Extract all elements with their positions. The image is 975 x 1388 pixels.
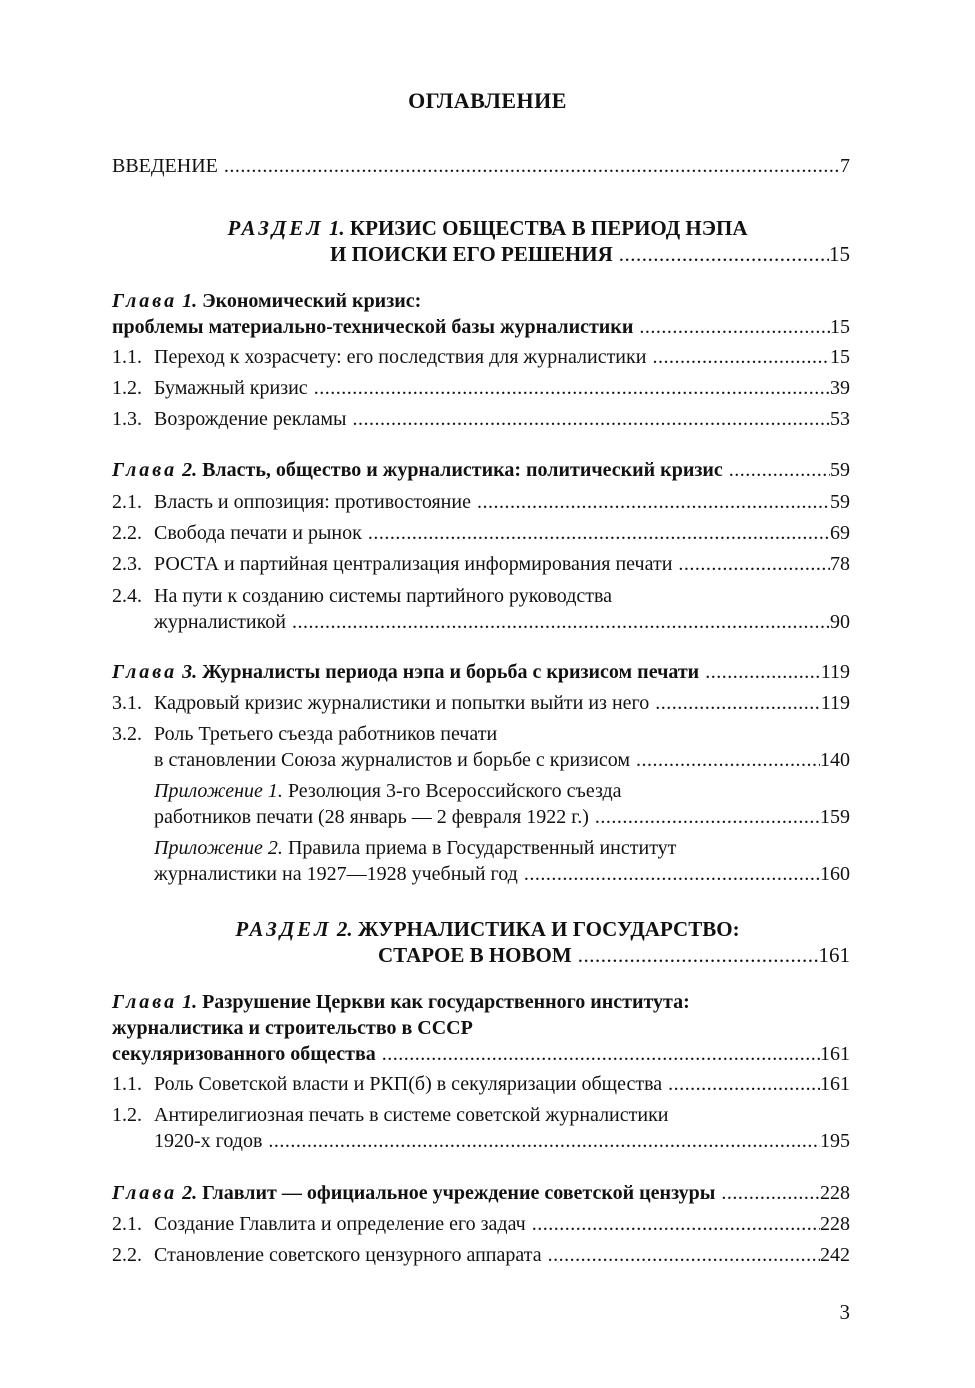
entry-title: Бумажный кризис (154, 377, 308, 399)
section-title-line1: ЖУРНАЛИСТИКА И ГОСУДАРСТВО: (357, 917, 740, 941)
entry-number: 2.1. (112, 1213, 142, 1235)
entry-number: 1.3. (112, 408, 142, 430)
entry-page: 160 (820, 863, 850, 885)
entry-page: 15 (830, 346, 850, 368)
entry-page: 161 (818, 943, 850, 967)
section-prefix: РАЗДЕЛ (235, 917, 332, 941)
section-1-heading[interactable] (0, 215, 975, 266)
entry-title-line1: Антирелигиозная печать в системе советской журналистики (154, 1104, 669, 1126)
entry-page: 242 (820, 1244, 850, 1266)
toc-entry-1-3[interactable] (112, 406, 850, 432)
toc-entry-3-2[interactable] (112, 721, 850, 773)
entry-title: Власть и оппозиция: противостояние (154, 491, 471, 513)
chapter-1-2-heading[interactable] (112, 457, 850, 483)
entry-title-line2: 1920-х годов (154, 1130, 263, 1152)
page-number: 3 (839, 1300, 850, 1324)
chapter-prefix: Глава (112, 459, 178, 481)
entry-page: 15 (829, 242, 850, 266)
entry-title-line2: журналистики на 1927—1928 учебный год (154, 863, 518, 885)
section-title-line2: СТАРОЕ В НОВОМ (378, 943, 572, 967)
toc-entry-2-2-1[interactable] (112, 1211, 850, 1237)
entry-title: ВВЕДЕНИЕ (112, 155, 218, 177)
leader-dots (314, 375, 830, 401)
chapter-number: 1. (182, 290, 198, 312)
entry-title-line1: Правила приема в Государственный институт (287, 837, 677, 859)
chapter-2-1-heading[interactable] (112, 989, 850, 1067)
entry-page: 53 (830, 408, 850, 430)
section-title-line1: КРИЗИС ОБЩЕСТВА В ПЕРИОД НЭПА (349, 216, 748, 240)
chapter-title-line1: Экономический кризис: (202, 290, 422, 312)
leader-dots (532, 1211, 820, 1237)
chapter-title: Журналисты периода нэпа и борьба с кризисом печати (202, 661, 700, 683)
entry-page: 119 (820, 692, 850, 714)
toc-entry-2-1[interactable] (112, 489, 850, 515)
toc-entry-2-1-2[interactable] (112, 1102, 850, 1154)
entry-number: 1.2. (112, 1104, 142, 1126)
chapter-number: 1. (182, 991, 198, 1013)
entry-number: 2.2. (112, 1244, 142, 1266)
section-prefix: РАЗДЕЛ (227, 216, 324, 240)
entry-number: 1.2. (112, 377, 142, 399)
chapter-prefix: Глава (112, 290, 178, 312)
chapter-1-3-heading[interactable] (112, 659, 850, 685)
leader-dots (652, 344, 830, 370)
leader-dots (729, 457, 830, 483)
leader-dots (578, 942, 819, 968)
entry-number: 2.2. (112, 522, 142, 544)
leader-dots (619, 241, 829, 267)
chapter-title: Власть, общество и журналистика: политический кризис (202, 459, 723, 481)
entry-title: Становление советского цензурного аппарата (154, 1244, 542, 1266)
chapter-number: 2. (182, 459, 198, 481)
leader-dots (524, 861, 820, 887)
entry-title-line2: журналистикой (154, 611, 286, 633)
leader-dots (721, 1180, 820, 1206)
chapter-1-1-heading[interactable] (112, 288, 850, 340)
toc-entry-2-2-2[interactable] (112, 1242, 850, 1268)
toc-intro[interactable] (112, 153, 850, 179)
leader-dots (292, 609, 830, 635)
leader-dots (595, 804, 820, 830)
entry-title-line1: На пути к созданию системы партийного руководства (154, 585, 613, 607)
entry-title: Возрождение рекламы (154, 408, 347, 430)
toc-entry-2-3[interactable] (112, 551, 850, 577)
chapter-title-line2: журналистика и строительство в СССР (112, 1017, 473, 1039)
leader-dots (655, 690, 821, 716)
entry-title-line2: в становлении Союза журналистов и борьбе с кризисом (154, 749, 630, 771)
entry-page: 140 (820, 749, 850, 771)
toc-entry-2-4[interactable] (112, 583, 850, 635)
entry-page: 195 (820, 1130, 850, 1152)
entry-number: 1.1. (112, 346, 142, 368)
toc-entry-2-1-1[interactable] (112, 1071, 850, 1097)
section-number: 2. (336, 917, 353, 941)
entry-page: 228 (820, 1213, 850, 1235)
entry-number: 2.1. (112, 491, 142, 513)
toc-appendix-1[interactable] (112, 778, 850, 830)
entry-title: РОСТА и партийная централизация информирования печати (154, 553, 673, 575)
toc-entry-1-2[interactable] (112, 375, 850, 401)
entry-number: 2.3. (112, 553, 142, 575)
section-title-line2: И ПОИСКИ ЕГО РЕШЕНИЯ (330, 242, 613, 266)
leader-dots (368, 520, 830, 546)
toc-entry-3-1[interactable] (112, 690, 850, 716)
entry-title-line1: Резолюция 3-го Всероссийского съезда (287, 780, 622, 802)
chapter-title-line3: секуляризованного общества (112, 1043, 376, 1065)
entry-page: 119 (820, 661, 850, 683)
entry-page: 161 (820, 1043, 850, 1065)
entry-title-line1: Роль Третьего съезда работников печати (154, 723, 498, 745)
toc-entry-1-1[interactable] (112, 344, 850, 370)
entry-number: 1.1. (112, 1073, 142, 1095)
entry-number: 2.4. (112, 585, 142, 607)
leader-dots (477, 489, 830, 515)
entry-title-line2: работников печати (28 январь — 2 февраля 1922 г.) (154, 806, 589, 828)
entry-title: Кадровый кризис журналистики и попытки выйти из него (154, 692, 650, 714)
appendix-label: Приложение 2. (154, 837, 283, 859)
toc-entry-2-2[interactable] (112, 520, 850, 546)
chapter-number: 2. (182, 1182, 198, 1204)
leader-dots (668, 1071, 820, 1097)
leader-dots (268, 1128, 820, 1154)
entry-title: Создание Главлита и определение его задач (154, 1213, 526, 1235)
section-2-heading[interactable] (0, 916, 975, 967)
leader-dots (636, 747, 820, 773)
entry-page: 39 (830, 377, 850, 399)
chapter-prefix: Глава (112, 991, 178, 1013)
page-title: ОГЛАВЛЕНИЕ (408, 88, 567, 113)
entry-page: 78 (830, 553, 850, 575)
entry-number: 3.1. (112, 692, 142, 714)
chapter-title-line2: проблемы материально-технической базы журналистики (112, 316, 634, 338)
entry-title: Роль Советской власти и РКП(б) в секуляризации общества (154, 1073, 663, 1095)
leader-dots (639, 314, 830, 340)
chapter-2-2-heading[interactable] (112, 1180, 850, 1206)
entry-page: 69 (830, 522, 850, 544)
appendix-label: Приложение 1. (154, 780, 283, 802)
entry-page: 90 (830, 611, 850, 633)
toc-appendix-2[interactable] (112, 835, 850, 887)
entry-page: 15 (830, 316, 850, 338)
entry-page: 161 (820, 1073, 850, 1095)
leader-dots (548, 1242, 820, 1268)
leader-dots (224, 153, 840, 179)
entry-page: 159 (820, 806, 850, 828)
entry-page: 7 (840, 155, 850, 177)
chapter-title-line1: Разрушение Церкви как государственного института: (202, 991, 690, 1013)
entry-title: Свобода печати и рынок (154, 522, 362, 544)
chapter-prefix: Глава (112, 661, 178, 683)
section-number: 1. (328, 216, 345, 240)
chapter-number: 3. (182, 661, 198, 683)
entry-number: 3.2. (112, 723, 142, 745)
chapter-prefix: Глава (112, 1182, 178, 1204)
leader-dots (352, 406, 830, 432)
leader-dots (678, 551, 830, 577)
chapter-title: Главлит — официальное учреждение советской цензуры (202, 1182, 716, 1204)
entry-title: Переход к хозрасчету: его последствия для журналистики (154, 346, 647, 368)
entry-page: 59 (830, 491, 850, 513)
entry-page: 228 (820, 1182, 850, 1204)
leader-dots (382, 1041, 820, 1067)
entry-page: 59 (830, 459, 850, 481)
leader-dots (705, 659, 821, 685)
